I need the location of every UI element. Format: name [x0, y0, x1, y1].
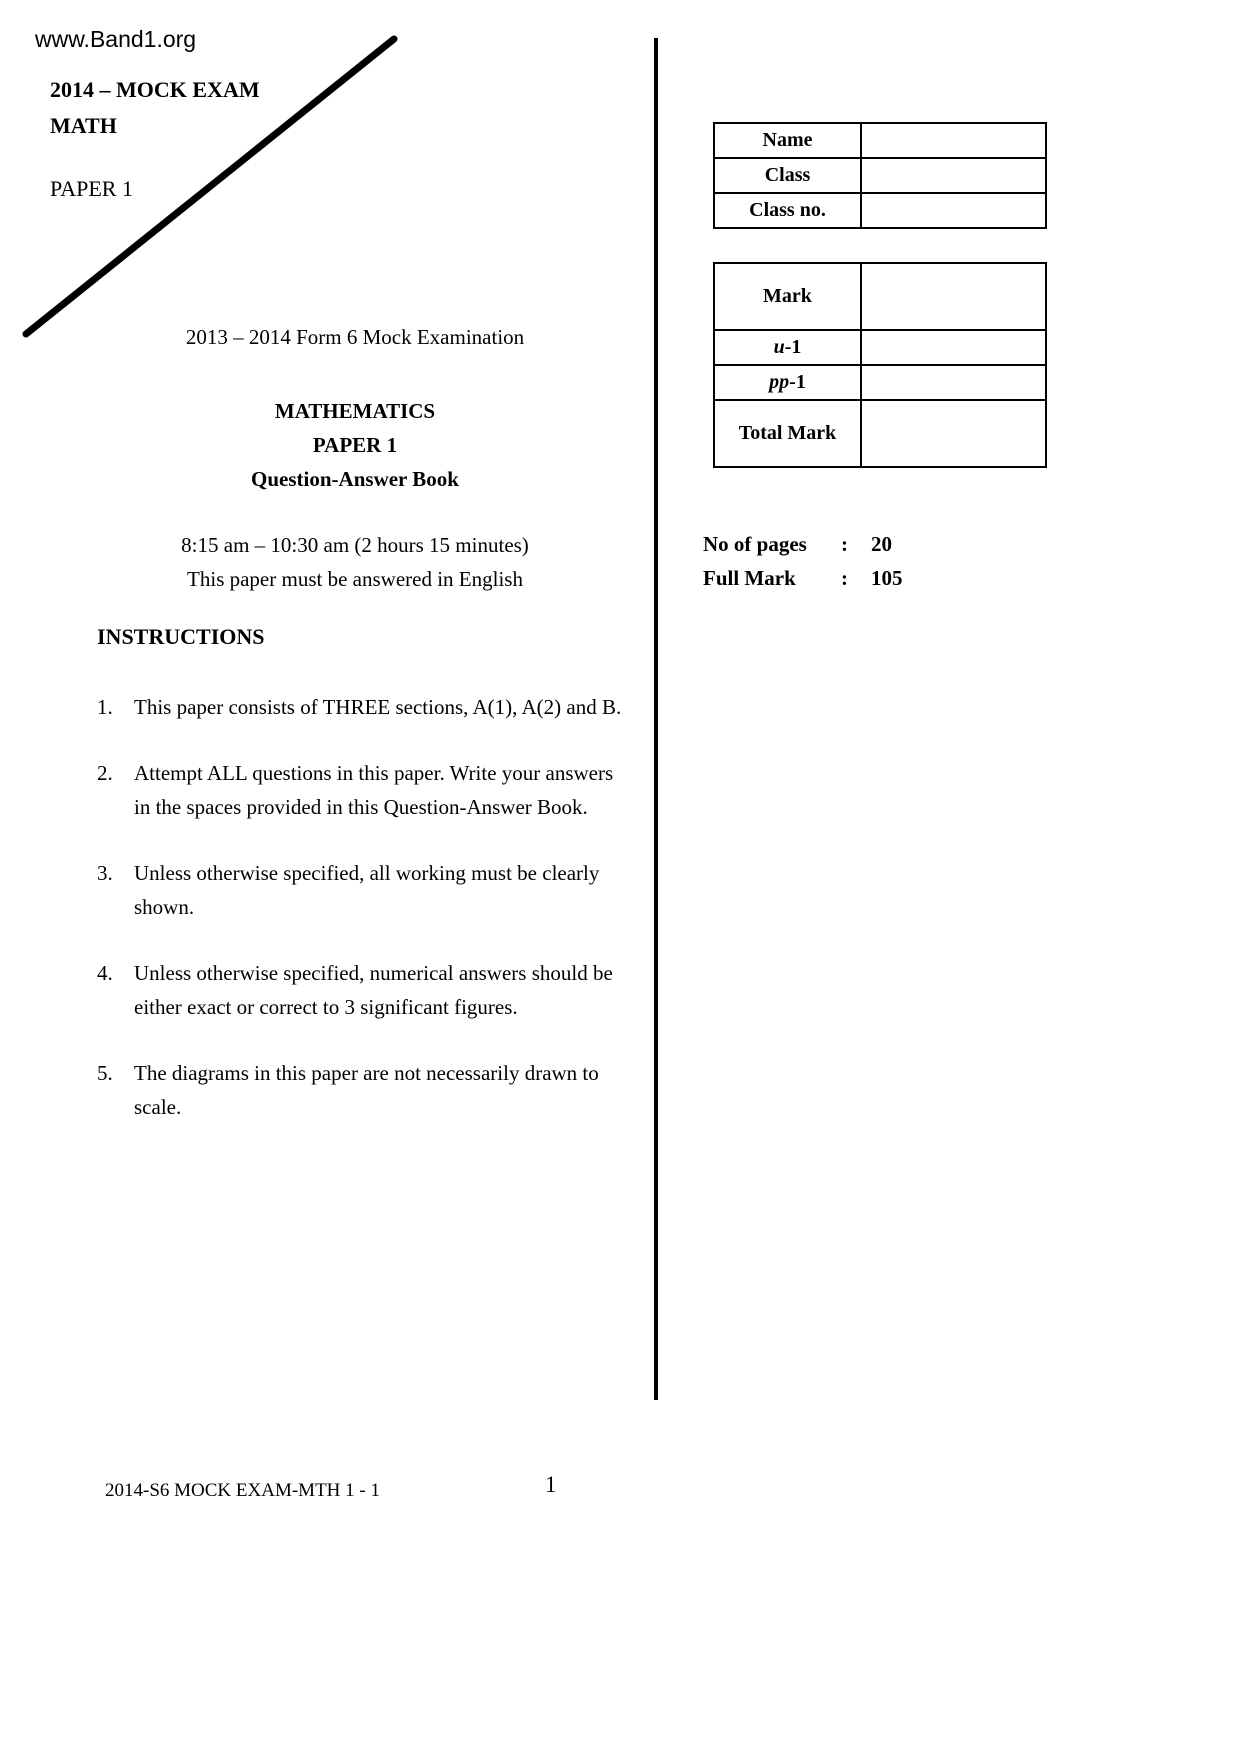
instruction-item: [97, 756, 622, 824]
watermark-url: www.Band1.org: [35, 26, 197, 52]
instruction-number: 5.: [97, 1061, 113, 1085]
mark-value-pp1: [861, 365, 1046, 400]
full-mark-label: Full Mark: [703, 566, 796, 590]
student-info-table: [713, 122, 1047, 229]
exam-subject-short: MATH: [50, 113, 117, 138]
table-row: [714, 263, 1046, 330]
instruction-number: 3.: [97, 861, 113, 885]
exam-year-title: 2014 – MOCK EXAM: [50, 77, 260, 102]
mark-label-text: Total Mark: [738, 422, 837, 444]
mark-label-pp1: [714, 365, 861, 400]
mark-value: [861, 263, 1046, 330]
full-mark-colon: :: [841, 566, 848, 590]
book-title: Question-Answer Book: [251, 467, 459, 491]
language-note: This paper must be answered in English: [187, 567, 523, 591]
table-row: [714, 365, 1046, 400]
subject-title: MATHEMATICS: [274, 399, 436, 423]
mark-label-text: Mark: [763, 285, 812, 307]
instruction-text: Unless otherwise specified, all working must be clearly shown.: [134, 861, 600, 919]
instruction-item: [97, 1056, 622, 1124]
footer-code: 2014-S6 MOCK EXAM-MTH 1 - 1: [105, 1480, 380, 1501]
paper-number: PAPER 1: [312, 433, 398, 457]
pages-label: No of pages: [703, 532, 807, 556]
instruction-item: [97, 956, 622, 1024]
instruction-text: The diagrams in this paper are not necessarily drawn to scale.: [134, 1061, 599, 1119]
mark-label: [714, 263, 861, 330]
pages-value: 20: [871, 532, 892, 556]
table-row: [714, 158, 1046, 193]
instructions-heading: INSTRUCTIONS: [97, 624, 265, 649]
instructions-list: [97, 690, 622, 1156]
info-label-class: Class: [714, 158, 861, 193]
instruction-text: Attempt ALL questions in this paper. Write your answers in the spaces provided in this Question-Answer Book.: [134, 761, 614, 819]
instruction-number: 4.: [97, 961, 113, 985]
info-value-class: [861, 158, 1046, 193]
pages-colon: :: [841, 532, 848, 556]
instruction-number: 2.: [97, 761, 113, 785]
info-value-class-no: [861, 193, 1046, 228]
instruction-text: Unless otherwise specified, numerical answers should be either exact or correct to 3 significant figures.: [134, 961, 613, 1019]
info-value-name: [861, 123, 1046, 158]
mark-label-suffix: -1: [784, 336, 802, 358]
exam-time: 8:15 am – 10:30 am (2 hours 15 minutes): [181, 533, 529, 557]
mark-value-u1: [861, 330, 1046, 365]
time-group: [95, 528, 615, 596]
mark-label-italic: pp: [769, 371, 790, 393]
title-block: [95, 322, 615, 596]
instruction-text: This paper consists of THREE sections, A(1), A(2) and B.: [134, 695, 622, 719]
mark-label-suffix: -1: [789, 371, 806, 393]
mark-label-u1: [714, 330, 861, 365]
mark-table: [713, 262, 1047, 468]
paper-summary: [703, 527, 903, 595]
info-label-name: Name: [714, 123, 861, 158]
exam-header: [50, 72, 260, 144]
page-number: 1: [545, 1472, 557, 1497]
instruction-item: [97, 690, 622, 724]
mark-label-italic: u: [773, 336, 785, 358]
vertical-divider: [654, 38, 658, 1400]
table-row: [714, 193, 1046, 228]
info-label-class-no: Class no.: [714, 193, 861, 228]
full-mark-value: 105: [871, 566, 903, 590]
subject-group: [95, 394, 615, 496]
table-row: [714, 400, 1046, 467]
total-mark-label: [714, 400, 861, 467]
exam-title: 2013 – 2014 Form 6 Mock Examination: [185, 325, 525, 349]
instruction-number: 1.: [97, 695, 113, 719]
instruction-item: [97, 856, 622, 924]
table-row: [714, 123, 1046, 158]
paper-label-topleft: PAPER 1: [50, 176, 133, 201]
table-row: [714, 330, 1046, 365]
total-mark-value: [861, 400, 1046, 467]
